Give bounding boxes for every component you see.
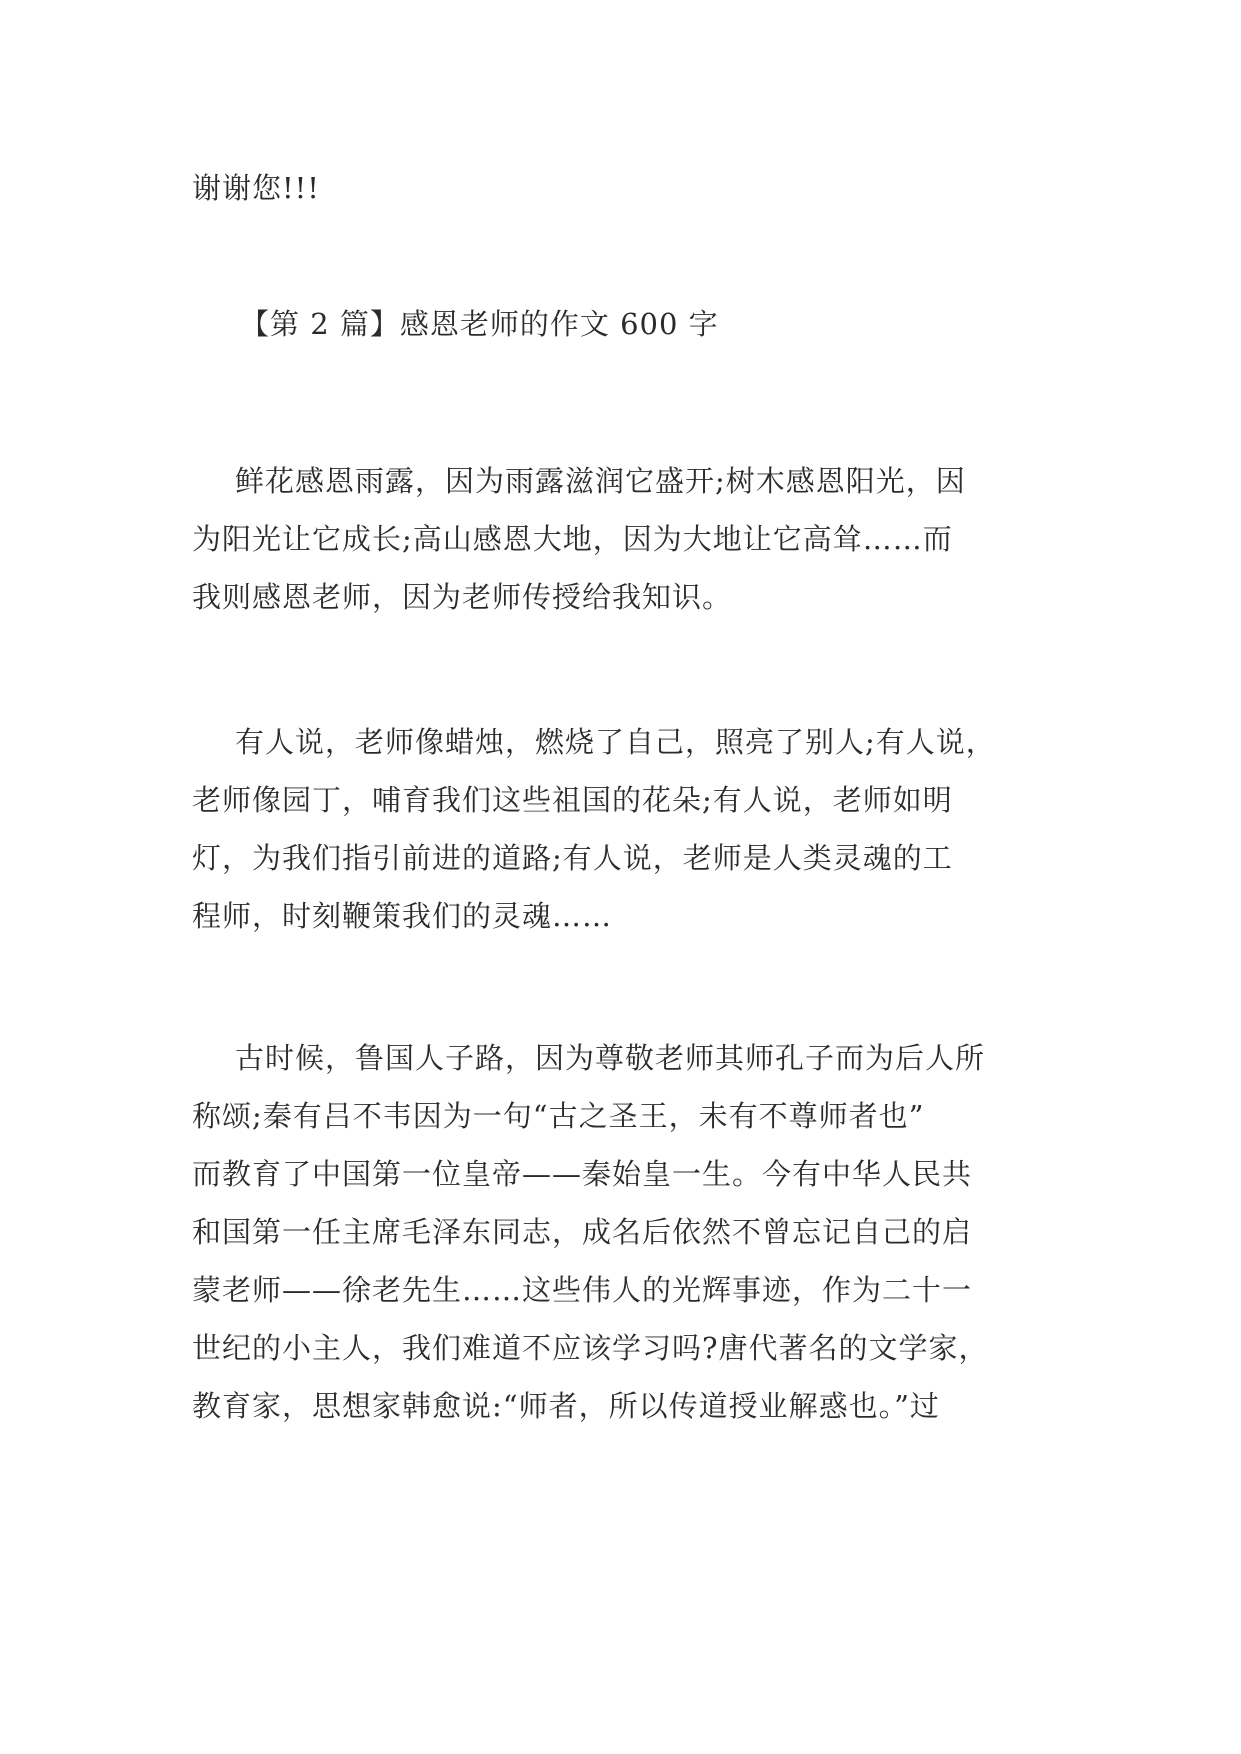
paragraph-3	[192, 1029, 1062, 1435]
paragraph-2	[192, 713, 1062, 945]
paragraph-line: 蒙老师——徐老先生……这些伟人的光辉事迹，作为二十一	[192, 1273, 973, 1307]
section-heading-text: 【第 2 篇】感恩老师的作文 600 字	[240, 307, 719, 341]
paragraph-line: 和国第一任主席毛泽东同志，成名后依然不曾忘记自己的启	[192, 1215, 973, 1249]
paragraph-1	[192, 452, 1062, 626]
paragraph-line: 世纪的小主人，我们难道不应该学习吗?唐代著名的文学家，	[192, 1331, 989, 1365]
paragraph-line: 有人说，老师像蜡烛，燃烧了自己，照亮了别人;有人说，	[235, 725, 996, 759]
paragraph-line: 教育家，思想家韩愈说:“师者，所以传道授业解惑也。”过	[192, 1389, 940, 1423]
paragraph-line: 我则感恩老师，因为老师传授给我知识。	[192, 580, 733, 614]
closing-text: 谢谢您!!!	[192, 171, 320, 205]
paragraph-line: 古时候，鲁国人子路，因为尊敬老师其师孔子而为后人所	[235, 1041, 986, 1075]
paragraph-line: 灯，为我们指引前进的道路;有人说，老师是人类灵魂的工	[192, 841, 953, 875]
paragraph-line: 而教育了中国第一位皇帝——秦始皇一生。今有中华人民共	[192, 1157, 973, 1191]
paragraph-line: 老师像园丁，哺育我们这些祖国的花朵;有人说，老师如明	[192, 783, 953, 817]
paragraph-line: 鲜花感恩雨露，因为雨露滋润它盛开;树木感恩阳光，因	[235, 464, 966, 498]
section-heading	[192, 295, 1062, 353]
closing-line	[192, 159, 1062, 217]
paragraph-line: 程师，时刻鞭策我们的灵魂……	[192, 899, 613, 933]
paragraph-line: 为阳光让它成长;高山感恩大地，因为大地让它高耸……而	[192, 522, 953, 556]
paragraph-line: 称颂;秦有吕不韦因为一句“古之圣王，未有不尊师者也”	[192, 1099, 925, 1133]
